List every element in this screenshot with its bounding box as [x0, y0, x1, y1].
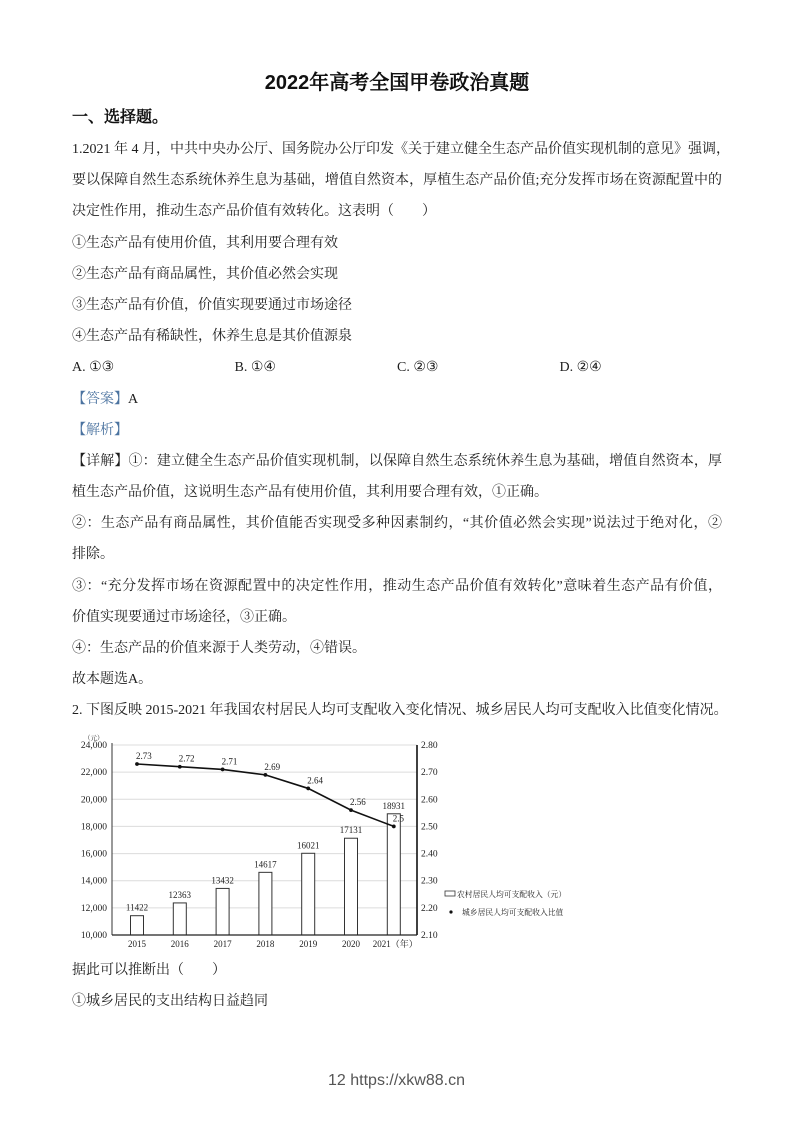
answer-label: 【答案】	[72, 391, 128, 407]
x-tick-label: 2018	[256, 938, 275, 949]
x-tick-label: 2019	[299, 938, 318, 949]
statement-1: ①生态产品有使用价值，其利用要合理有效	[72, 235, 338, 251]
bar-value-label: 16021	[296, 839, 320, 850]
y2-tick-label: 2.50	[421, 821, 438, 832]
ratio-value-label: 2.5	[392, 812, 405, 823]
question-1	[72, 134, 730, 695]
bar-2016	[173, 902, 186, 934]
question-prompt: 据此可以推断出（ ）	[72, 962, 226, 978]
detail-line: ③：“充分发挥市场在资源配置中的决定性作用，推动生态产品价值有效转化”意味着生态产品有价值，	[72, 578, 722, 594]
legend-bar-swatch-icon	[445, 891, 455, 896]
bar-value-label: 13432	[211, 874, 234, 885]
ratio-point-2016	[178, 764, 182, 768]
ratio-point-2015	[135, 762, 139, 766]
y-tick-label: 12,000	[80, 903, 107, 914]
y2-tick-label: 2.20	[421, 903, 438, 914]
x-tick-label: 2016	[170, 938, 189, 949]
bar-2018	[259, 872, 272, 935]
page-content	[72, 68, 730, 1017]
detail-line	[72, 446, 722, 477]
y-tick-label: 18,000	[80, 821, 107, 832]
bar-value-label: 11422	[125, 902, 149, 913]
ratio-value-label: 2.71	[221, 755, 238, 766]
statement-2: ②生态产品有商品属性，其价值必然会实现	[72, 266, 338, 282]
x-tick-label: 2017	[213, 938, 232, 949]
bar-value-label: 14617	[254, 858, 277, 869]
y2-tick-label: 2.10	[421, 930, 438, 941]
statement-1: ①城乡居民的支出结构日益趋同	[72, 993, 268, 1009]
detail-line: 植生态产品价值，这说明生态产品有使用价值，其利用要合理有效，①正确。	[72, 485, 548, 501]
income-chart	[72, 727, 722, 955]
answer-value: A	[128, 391, 139, 407]
x-tick-label: 2021（年）	[372, 938, 418, 949]
x-tick-label: 2015	[128, 938, 146, 949]
y-tick-label: 22,000	[80, 767, 107, 778]
choice-d: D. ②④	[559, 360, 602, 376]
statement-4: ④生态产品有稀缺性，休养生息是其价值源泉	[72, 329, 352, 345]
ratio-point-2019	[306, 786, 310, 790]
y-tick-label: 10,000	[80, 930, 107, 941]
legend-label-line: 城乡居民人均可支配收入比值	[462, 907, 564, 917]
answer-row	[72, 384, 722, 415]
legend-line-marker-icon	[449, 910, 452, 913]
page-number: 12	[328, 1072, 346, 1089]
ratio-value-label: 2.72	[178, 753, 195, 764]
bar-value-label: 12363	[168, 889, 192, 900]
legend-label-bar: 农村居民人均可支配收入（元）	[457, 889, 567, 899]
y2-tick-label: 2.70	[421, 767, 438, 778]
bar-value-label: 18931	[382, 800, 406, 811]
y2-tick-label: 2.40	[421, 849, 438, 860]
y-axis-unit: （元）	[84, 734, 104, 742]
analysis-label: 【解析】	[72, 422, 128, 438]
y-tick-label: 20,000	[80, 794, 107, 805]
y2-tick-label: 2.80	[421, 740, 438, 751]
statement-3: ③生态产品有价值，价值实现要通过市场途径	[72, 297, 352, 313]
bar-2021	[387, 813, 400, 934]
chart-svg	[0, 727, 793, 955]
detail-label: 【详解】	[72, 453, 129, 469]
section-heading: 一、选择题。	[72, 109, 169, 126]
bar-value-label: 17131	[339, 824, 363, 835]
detail-line: 价值实现要通过市场途径，③正确。	[72, 609, 296, 625]
ratio-value-label: 2.69	[264, 761, 281, 772]
choice-b: B. ①④	[234, 360, 276, 376]
bar-2020	[345, 838, 358, 935]
y2-tick-label: 2.60	[421, 794, 438, 805]
y-tick-label: 14,000	[80, 876, 107, 887]
site-url: https://xkw88.cn	[350, 1072, 465, 1089]
question-stem-line: 2. 下图反映 2015-2021 年我国农村居民人均可支配收入变化情况、城乡居民人均可支配收入比值变化情况。	[72, 703, 728, 719]
y2-tick-label: 2.30	[421, 876, 438, 887]
detail-line: 排除。	[72, 547, 114, 563]
choice-a: A. ①③	[72, 360, 115, 376]
answer-choices	[72, 352, 722, 383]
bar-2019	[302, 853, 315, 935]
question-stem-line: 要以保障自然生态系统休养生息为基础，增值自然资本，厚植生态产品价值;充分发挥市场在资源配置中的	[72, 173, 722, 189]
y-tick-label: 24,000	[80, 740, 107, 751]
ratio-value-label: 2.73	[136, 750, 152, 761]
detail-text: ①：建立健全生态产品价值实现机制，以保障自然生态系统休养生息为基础，增值自然资本，厚	[128, 453, 723, 469]
question-stem-line: 决定性作用，推动生态产品价值有效转化。这表明（ ）	[72, 204, 436, 220]
ratio-point-2018	[264, 773, 268, 777]
conclusion: 故本题选A。	[72, 672, 153, 688]
bar-2017	[216, 888, 229, 935]
ratio-value-label: 2.64	[307, 774, 323, 785]
ratio-value-label: 2.56	[350, 796, 366, 807]
detail-line: ④：生态产品的价值来源于人类劳动，④错误。	[72, 641, 366, 656]
ratio-point-2021	[392, 824, 396, 828]
choice-c: C. ②③	[397, 360, 439, 376]
bar-2015	[131, 915, 144, 934]
ratio-point-2017	[221, 767, 225, 771]
page-footer	[0, 1069, 793, 1093]
page-title: 2022年高考全国甲卷政治真题	[264, 72, 530, 94]
y-tick-label: 16,000	[80, 849, 107, 860]
detail-line: ②：生态产品有商品属性，其价值能否实现受多种因素制约，“其价值必然会实现”说法过于绝对化，②	[72, 516, 722, 532]
ratio-point-2020	[349, 808, 353, 812]
x-tick-label: 2020	[342, 938, 360, 949]
question-2	[72, 695, 728, 1017]
question-stem-line: 1.2021 年 4 月，中共中央办公厅、国务院办公厅印发《关于建立健全生态产品价值实现机制的意见》强调，	[72, 142, 730, 157]
